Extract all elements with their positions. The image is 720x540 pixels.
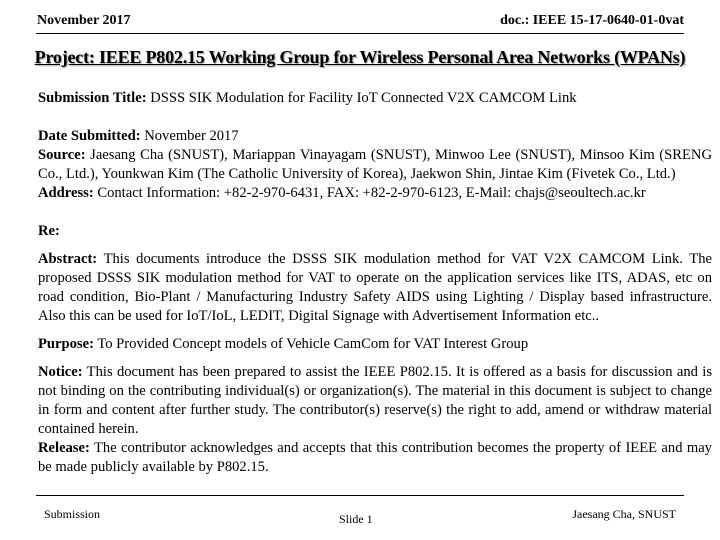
footer-author: Jaesang Cha, SNUST <box>572 507 676 521</box>
address-field <box>38 184 712 203</box>
abstract-label: Abstract: <box>38 251 98 267</box>
purpose-label: Purpose: <box>38 336 94 352</box>
document-body <box>38 89 712 477</box>
re-field <box>38 222 712 241</box>
re-label: Re: <box>38 223 60 239</box>
address-label: Address: <box>38 185 94 201</box>
footer-slide-number: Slide 1 <box>339 512 373 526</box>
project-title: Project: IEEE P802.15 Working Group for Wireless Personal Area Networks (WPANs) <box>34 47 686 67</box>
purpose-field <box>38 335 712 354</box>
release-field <box>38 439 712 477</box>
footer-divider <box>36 495 684 496</box>
notice-field <box>38 363 712 439</box>
date-submitted-field <box>38 127 712 146</box>
purpose-value: To Provided Concept models of Vehicle CamCom for VAT Interest Group <box>97 336 529 352</box>
address-value: Contact Information: +82-2-970-6431, FAX: +82-2-970-6123, E-Mail: chajs@seoultech.ac.kr <box>97 185 646 201</box>
date-submitted-value: November 2017 <box>144 128 239 144</box>
source-value: Jaesang Cha (SNUST), Mariappan Vinayagam (SNUST), Minwoo Lee (SNUST), Minsoo Kim (SRENG Co., Ltd.), Younkwan Kim (The Catholic University of Korea), Jaekwon Shin, Jintae Kim (Fivetek Co., Ltd.) <box>38 147 712 182</box>
footer-submission: Submission <box>44 507 101 521</box>
source-field <box>38 146 712 184</box>
release-value: The contributor acknowledges and accepts that this contribution becomes the property of IEEE and may be made publicly available by P802.15. <box>38 440 712 475</box>
date-submitted-label: Date Submitted: <box>38 128 141 144</box>
source-label: Source: <box>38 147 86 163</box>
header-date: November 2017 <box>37 13 131 28</box>
submission-title-value: DSSS SIK Modulation for Facility IoT Connected V2X CAMCOM Link <box>150 90 577 106</box>
submission-title-field <box>38 89 712 108</box>
release-label: Release: <box>38 440 90 456</box>
notice-value: This document has been prepared to assist the IEEE P802.15. It is offered as a basis for discussion and is not binding on the contributing individual(s) or organization(s). The material in this document is subject to change in form and content after further study. The contributor(s) reserve(s) the right to add, amend or withdraw material contained herein. <box>38 364 713 437</box>
notice-label: Notice: <box>38 364 83 380</box>
header-doc-id: doc.: IEEE 15-17-0640-01-0vat <box>500 13 684 28</box>
abstract-field <box>38 250 712 326</box>
header-divider <box>36 33 684 34</box>
submission-title-label: Submission Title: <box>38 90 147 106</box>
abstract-value: This documents introduce the DSSS SIK modulation method for VAT V2X CAMCOM Link. The proposed DSSS SIK modulation method for VAT to operate on the application services like ITS, ADAS, etc on road condition, Bio-Plant / Manufacturing Industry Safety AIDS using Lighting / Display based infrastructure. Also this can be used for IoT/IoL, LEDIT, Digital Signage with Advertisement Information etc.. <box>38 251 712 324</box>
